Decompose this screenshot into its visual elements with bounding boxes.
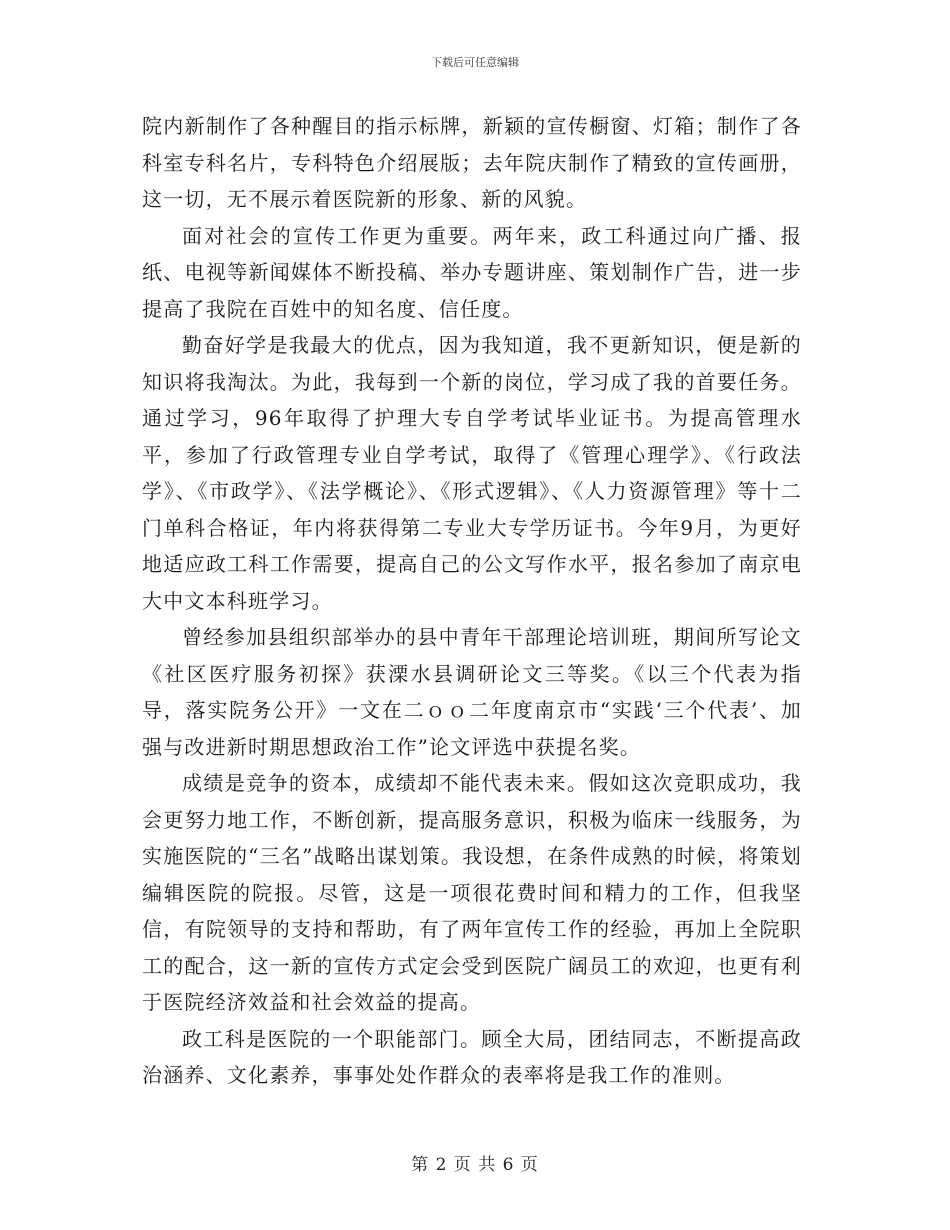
page-footer	[0, 1150, 950, 1175]
footer-middle: 页 共	[453, 1155, 497, 1175]
paragraph-papers: 曾经参加县组织部举办的县中青年干部理论培训班，期间所写论文《社区医疗服务初探》获溧水县调研论文三等奖。《以三个代表为指导，落实院务公开》一文在二ｏｏ二年度南京市“实践‘三个代表’、加强与改进新时期思想政治工作”论文评选中获提名奖。	[142, 625, 802, 759]
document-body	[142, 108, 802, 1094]
page-header: 下载后可任意编辑	[431, 56, 519, 69]
footer-prefix: 第	[411, 1155, 430, 1175]
total-pages-number: 6	[502, 1155, 515, 1175]
current-page-number: 2	[435, 1155, 448, 1175]
paragraph-study: 勤奋好学是我最大的优点，因为我知道，我不更新知识，便是新的知识将我淘汰。为此，我每到一个新的岗位，学习成了我的首要任务。通过学习，96年取得了护理大专自学考试毕业证书。为提高管理水平，参加了行政管理专业自学考试，取得了《管理心理学》、《行政法学》、《市政学》、《法学概论》、《形式逻辑》、《人力资源管理》等十二门单科合格证，年内将获得第二专业大专学历证书。今年9月，为更好地适应政工科工作需要，提高自己的公文写作水平，报名参加了南京电大中文本科班学习。	[142, 333, 802, 613]
paragraph-principles: 政工科是医院的一个职能部门。顾全大局，团结同志，不断提高政治涵养、文化素养，事事处处作群众的表率将是我工作的准则。	[142, 1026, 802, 1087]
paragraph-plans: 成绩是竞争的资本，成绩却不能代表未来。假如这次竞职成功，我会更努力地工作，不断创新，提高服务意识，积极为临床一线服务，为实施医院的“三名”战略出谋划策。我设想，在条件成熟的时候，将策划编辑医院的院报。尽管，这是一项很花费时间和精力的工作，但我坚信，有院领导的支持和帮助，有了两年宣传工作的经验，再加上全院职工的配合，这一新的宣传方式定会受到医院广阔员工的欢迎，也更有利于医院经济效益和社会效益的提高。	[142, 771, 802, 1014]
footer-suffix: 页	[520, 1155, 539, 1175]
paragraph-continuation: 院内新制作了各种醒目的指示标牌，新颖的宣传橱窗、灯箱；制作了各科室专科名片，专科特色介绍展版；去年院庆制作了精致的宣传画册，这一切，无不展示着医院新的形象、新的风貌。	[142, 114, 802, 211]
paragraph-publicity: 面对社会的宣传工作更为重要。两年来，政工科通过向广播、报纸、电视等新闻媒体不断投稿、举办专题讲座、策划制作广告，进一步提高了我院在百姓中的知名度、信任度。	[142, 223, 802, 321]
